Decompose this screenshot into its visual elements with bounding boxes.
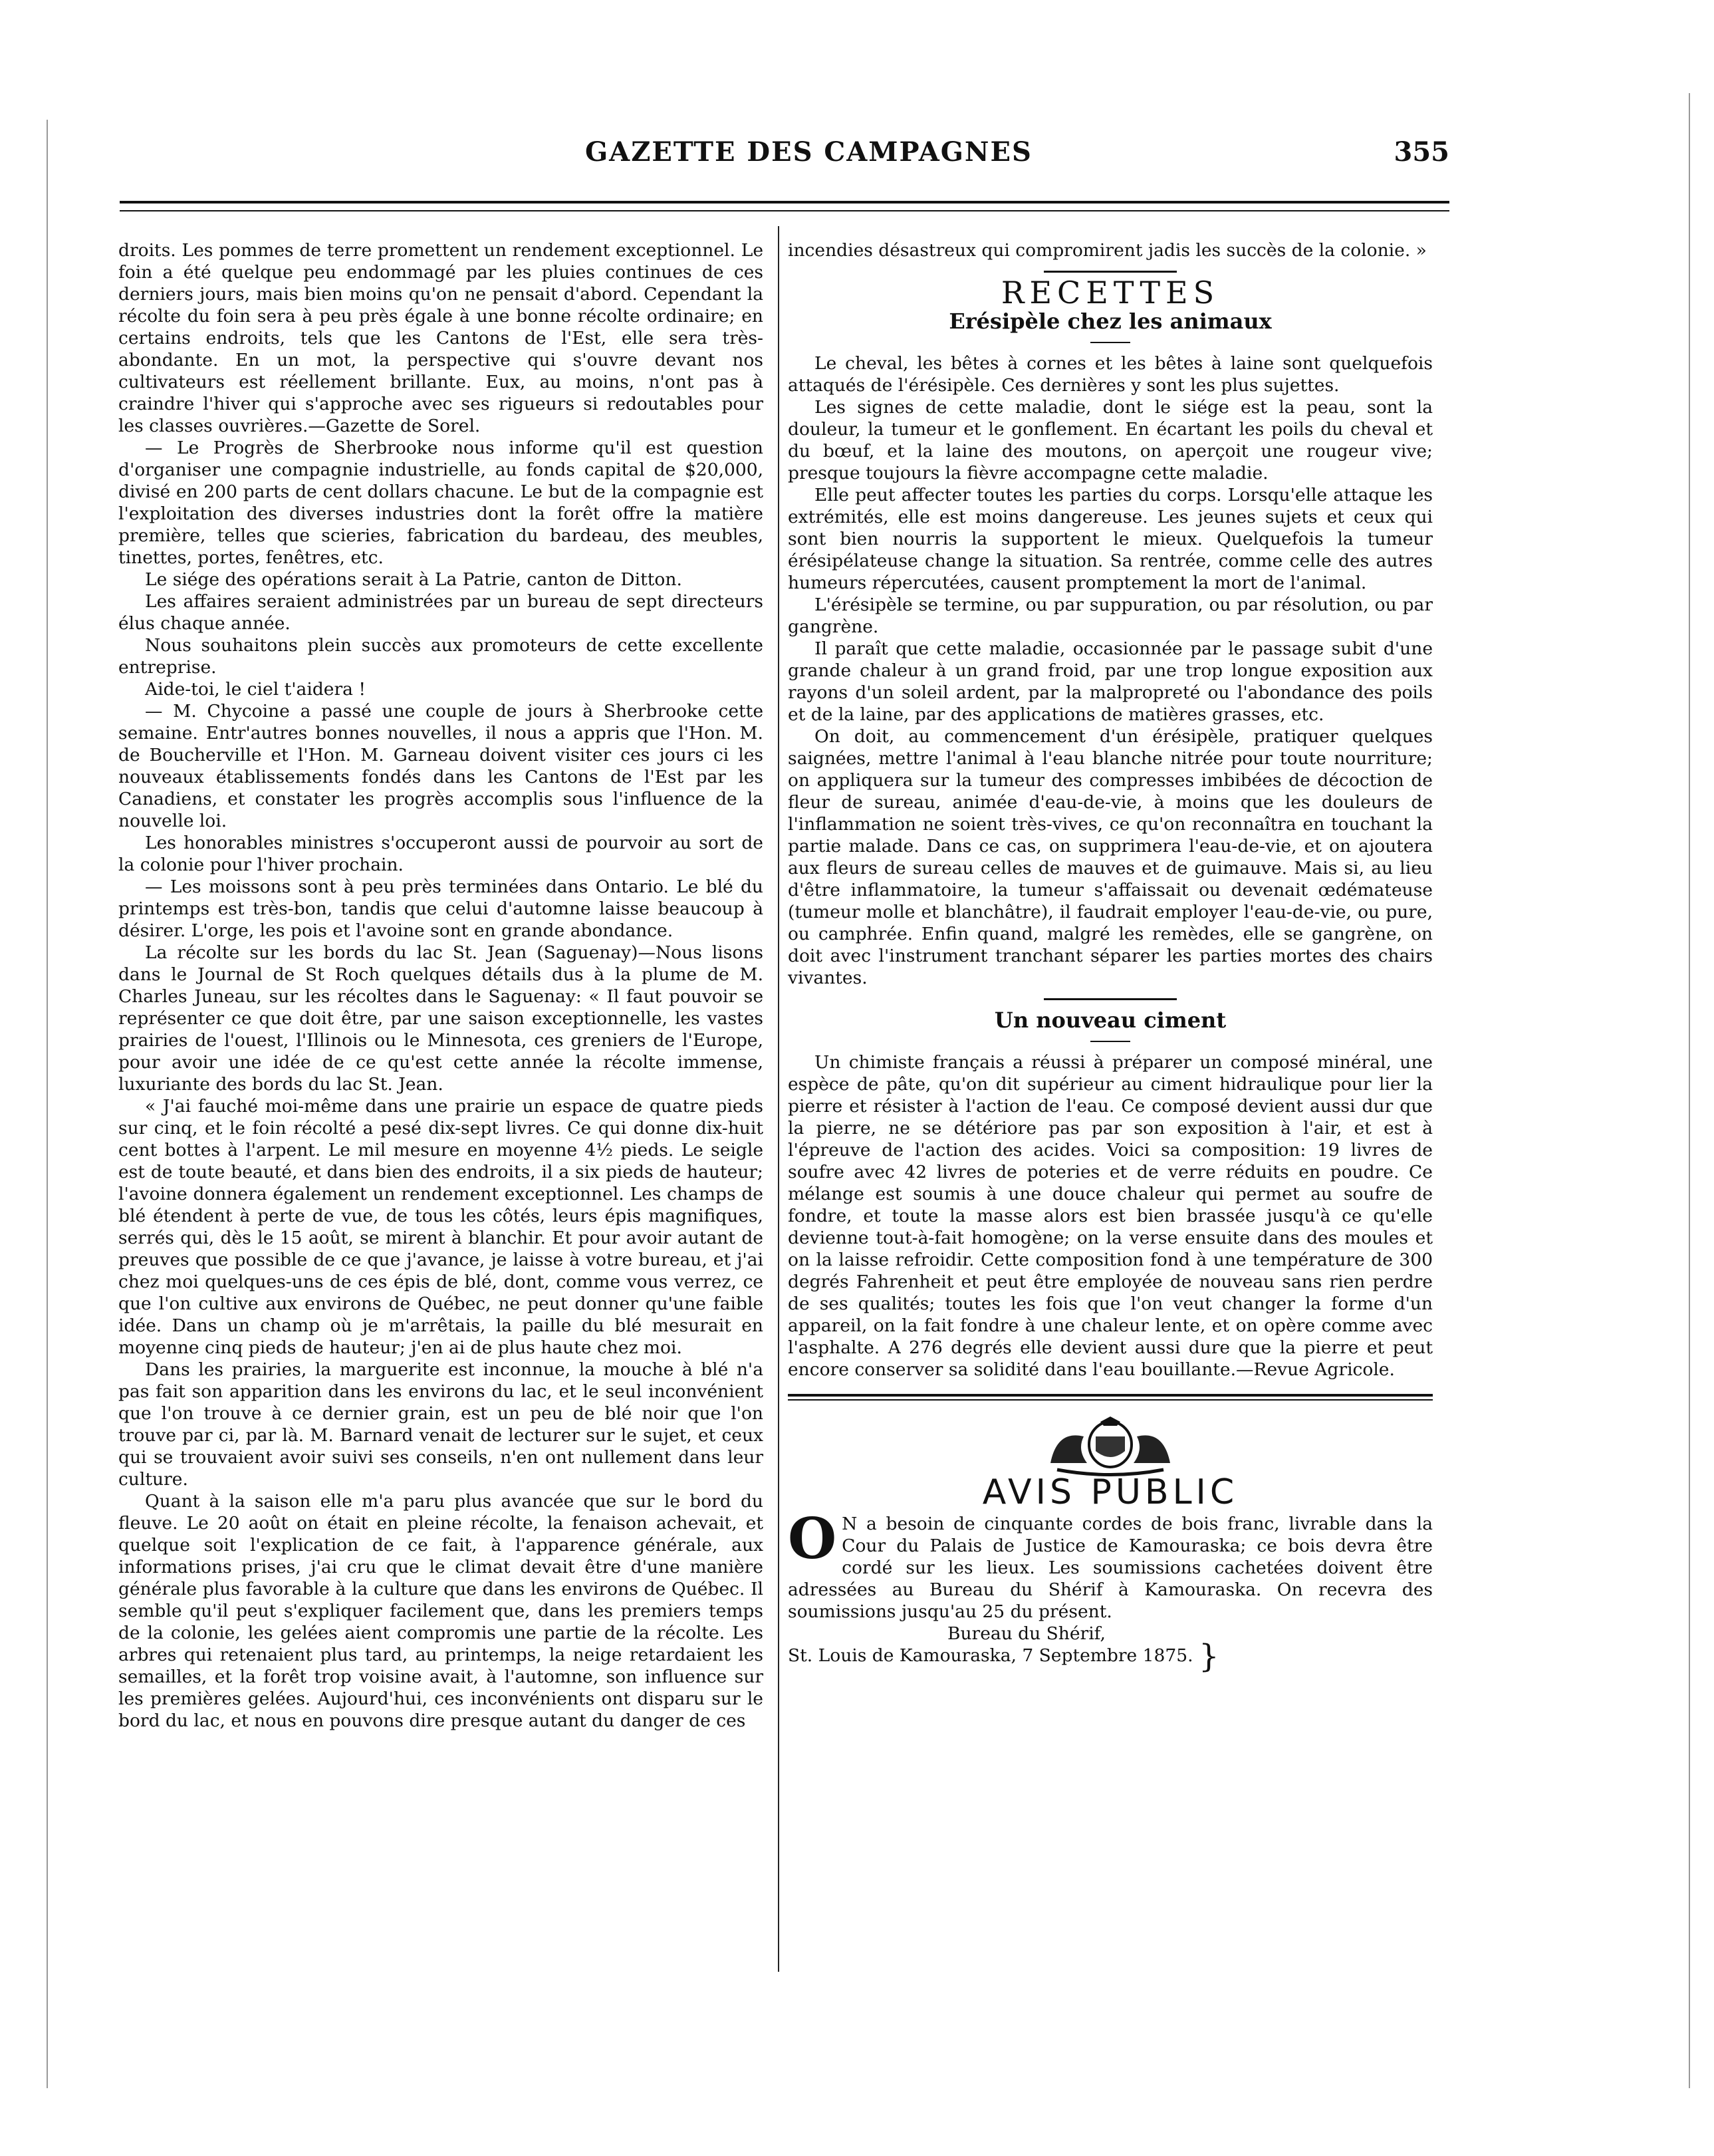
recipe-paragraph: Elle peut affecter toutes les parties du corps. Lorsqu'elle attaque les extrémités, elle est moins dangereuse. Les jeunes sujets et ceux qui sont bien nourris la supportent le mieux. Quelquefois la tumeur érésipélateuse change la situation. Sa rentrée, comme celle des autres humeurs répercutées, causent promptement la mort de l'animal. (788, 485, 1433, 593)
recipe-paragraph: L'érésipèle se termine, ou par suppuration, ou par résolution, ou par gangrène. (788, 595, 1433, 637)
running-title: GAZETTE DES CAMPAGNES (585, 136, 1033, 168)
recettes-heading: RECETTES (1001, 275, 1220, 311)
small-rule (1090, 1041, 1130, 1042)
article-paragraph: — Le Progrès de Sherbrooke nous informe qu'il est question d'organiser une compagnie industrielle, au fonds capital de $20,000, divisé en 200 parts de cent dollars chacune. Le but de la compagnie est l'exploitation des diverses industries dont la forêt offre la matière première, telles que scieries, fabrication du bardeau, des meubles, tinettes, portes, fenêtres, etc. (118, 438, 763, 568)
double-rule-thin (788, 1399, 1433, 1401)
article-paragraph: Le siége des opérations serait à La Patrie, canton de Ditton. (145, 569, 682, 590)
brace-glyph: } (1198, 1637, 1219, 1675)
article-paragraph: Les affaires seraient administrées par un bureau de sept directeurs élus chaque année. (118, 591, 763, 634)
article-paragraph: Nous souhaitons plein succès aux promoteurs de cette excellente entreprise. (118, 635, 763, 678)
page-edge-left (47, 120, 48, 2088)
drop-cap: O (788, 1506, 837, 1571)
article-paragraph: Aide-toi, le ciel t'aidera ! (145, 679, 366, 700)
article-paragraph: — M. Chycoine a passé une couple de jours à Sherbrooke cette semaine. Entr'autres bonnes nouvelles, il nous a appris que l'Hon. M. de Boucherville et l'Hon. M. Garneau doivent visiter ces jours ci les nouveaux établissements fondés dans les Cantons de l'Est par les Canadiens, et constater les progrès accomplis sous l'influence de la nouvelle loi. (118, 701, 763, 831)
section-rule (1044, 271, 1177, 273)
article-paragraph: La récolte sur les bords du lac St. Jean (Saguenay)—Nous lisons dans le Journal de St Roch quelques détails dus à la plume de M. Charles Juneau, sur les récoltes dans le Saguenay: « Il faut pouvoir se représenter ce que doit être, par une saison exceptionnelle, les vastes prairies de l'ouest, l'Illinois ou le Minnesota, ces greniers de l'Europe, pour avoir une idée de ce qu'est cette année la récolte immense, luxuriante des bords du lac St. Jean. (118, 942, 763, 1095)
page-number: 355 (1394, 136, 1449, 168)
avis-public-heading: AVIS PUBLIC (982, 1472, 1239, 1512)
continuation-paragraph: incendies désastreux qui compromirent jadis les succès de la colonie. » (788, 240, 1427, 261)
avis-paragraph (788, 1506, 1433, 1623)
signature-place-date: St. Louis de Kamouraska, 7 Septembre 1875. (788, 1645, 1193, 1666)
small-rule (1090, 342, 1130, 343)
erysipele-heading: Erésipèle chez les animaux (949, 309, 1272, 334)
ciment-paragraph: Un chimiste français a réussi à préparer un composé minéral, une espèce de pâte, qu'on dit supérieur au ciment hidraulique pour lier la pierre et résister à l'action de l'eau. Ce composé devient aussi dur que la pierre, ne se détériore pas par son exposition à l'air, et est à l'épreuve de l'action des acides. Voici sa composition: 19 livres de soufre avec 42 livres de poteries et de verre réduits en poudre. Ce mélange est soumis à une douce chaleur qui permet au soufre de fondre, et toute la masse alors est bien brassée jusqu'à ce qu'elle devienne tout-à-fait homogène; on la verse ensuite dans des moules et on la laisse refroidir. Cette composition fond à une température de 300 degrés Fahrenheit et peut être employée de nouveau sans rien perdre de ses qualités; toutes les fois que l'on veut changer la forme d'un appareil, on la fait fondre à une chaleur lente, et on opère comme avec l'asphalte. A 276 degrés elle devient aussi dure que la pierre et peut encore conserver sa solidité dans l'eau bouillante.—Revue Agricole. (788, 1052, 1433, 1380)
article-paragraph: Quant à la saison elle m'a paru plus avancée que sur le bord du fleuve. Le 20 août on était en pleine récolte, la fenaison achevait, et quelque soit l'explication de ce fait, à l'apparence générale, aux informations prises, j'ai cru que le climat devait être d'une manière générale plus favorable à la culture que dans les environs de Québec. Il semble qu'il peut s'expliquer facilement que, dans les premiers temps de la colonie, les gelées aient compromis une partie de la récolte. Les arbres qui retenaient plus tard, au printemps, la neige retardaient les semailles, et la forêt trop voisine avait, à l'automne, son influence sur les premières gelées. Aujourd'hui, ces inconvénients ont disparu sur le bord du lac, et nous en pouvons dire presque autant du danger de ces (118, 1491, 763, 1731)
right-column (788, 239, 1433, 1675)
article-paragraph: « J'ai fauché moi-même dans une prairie un espace de quatre pieds sur cinq, et le foin récolté a pesé dix-sept livres. Ce qui donne dix-huit cent bottes à l'arpent. Le mil mesure en moyenne 4½ pieds. Le seigle est de toute beauté, et dans bien des endroits, il a six pieds de hauteur; l'avoine donnera également un rendement exceptionnel. Les champs de blé étendent à perte de vue, de tous les côtés, leurs épis magnifiques, serrés qui, dès le 15 août, se mirent à blanchir. Et pour avoir autant de preuves que possible de ce que j'avance, je laisse à votre bureau, et j'ai chez moi quelques-uns de ces épis de blé, dont, comme vous verrez, ce que l'on cultive aux environs de Québec, ne peut donner qu'une faible idée. Dans un champ où je m'arrêtais, la paille du blé mesurait en moyenne cinq pieds de hauteur; j'en ai de plus haute chez moi. (118, 1096, 763, 1358)
column-divider (778, 226, 779, 1972)
left-column (118, 239, 763, 1732)
ciment-heading: Un nouveau ciment (994, 1008, 1227, 1033)
avis-text: N a besoin de cinquante cordes de bois franc, livrable dans la Cour du Palais de Justice de Kamouraska; ce bois devra être cordé sur les lieux. Les soumissions cachetées doivent être adressées au Bureau du Shérif à Kamouraska. On recevra des soumissions jusqu'au 25 du présent. (788, 1514, 1433, 1622)
recipe-paragraph: Les signes de cette maladie, dont le siége est la peau, sont la douleur, la tumeur et le gonflement. En écartant les poils du cheval et du bœuf, et la laine des moutons, on aperçoit une rougeur vive; presque toujours la fièvre accompagne cette maladie. (788, 397, 1433, 483)
recipe-paragraph: Le cheval, les bêtes à cornes et les bêtes à laine sont quelquefois attaqués de l'érésipèle. Ces dernières y sont les plus sujettes. (788, 353, 1433, 396)
header-rule (120, 201, 1449, 203)
recipe-paragraph: On doit, au commencement d'un érésipèle, pratiquer quelques saignées, mettre l'animal à l'eau blanche nitrée pour toute nourriture; on appliquera sur la tumeur des compresses imbibées de décoction de fleur de sureau, animée d'eau-de-vie, à moins que les douleurs de l'inflammation ne soient très-vives, ce qu'on reconnaîtra en touchant la partie malade. Dans ce cas, on supprimera l'eau-de-vie, et on ajoutera aux fleurs de sureau celles de mauves et de guimauve. Mais si, au lieu d'être inflammatoire, la tumeur s'affaissait ou devenait œdémateuse (tumeur molle et blanchâtre), il faudrait employer l'eau-de-vie, ou pure, ou camphrée. Enfin quand, malgré les remèdes, elle se gangrène, on doit avec l'instrument tranchant séparer les parties mortes des chairs vivantes. (788, 726, 1433, 988)
double-rule-thick (788, 1394, 1433, 1397)
article-paragraph: Les honorables ministres s'occuperont aussi de pourvoir au sort de la colonie pour l'hiver prochain. (118, 833, 763, 875)
recipe-paragraph: Il paraît que cette maladie, occasionnée par le passage subit d'une grande chaleur à un grand froid, par une trop longue exposition aux rayons d'un soleil ardent, par la malpropreté ou l'abondance des poils et de la laine, par des applications de matières grasses, etc. (788, 638, 1433, 725)
royal-coat-of-arms-icon (1011, 1416, 1210, 1476)
article-paragraph: droits. Les pommes de terre promettent un rendement exceptionnel. Le foin a été quelque peu endommagé par les pluies continues de ces derniers jours, mais bien moins qu'on ne pensait d'abord. Cependant la récolte du foin sera à peu près égale à une bonne récolte ordinaire; en certains endroits, tels que les Cantons de l'Est, elle sera très-abondante. En un mot, la perspective qui s'ouvre devant nos cultivateurs est réellement brillante. Eux, au moins, n'ont pas à craindre l'hiver qui s'approche avec ses rigueurs si redoutables pour les classes ouvrières.—Gazette de Sorel. (118, 240, 763, 436)
page-header (120, 136, 1449, 176)
article-paragraph: — Les moissons sont à peu près terminées dans Ontario. Le blé du printemps est très-bon, tandis que celui d'automne laisse beaucoup à désirer. L'orge, les pois et l'avoine sont en grande abondance. (118, 876, 763, 941)
signature-office: Bureau du Shérif, (947, 1623, 1106, 1644)
page-edge-right (1689, 93, 1690, 2088)
avis-signature (788, 1623, 1433, 1675)
article-paragraph: Dans les prairies, la marguerite est inconnue, la mouche à blé n'a pas fait son apparition dans les environs du lac, et le seul inconvénient que l'on trouve à ce dernier grain, est un peu de blé noir que l'on trouve par ci, par là. M. Barnard venait de lecturer sur le sujet, et ceux qui se trouvaient avoir suivi ses conseils, n'en ont nullement dans leur culture. (118, 1359, 763, 1490)
section-rule (1044, 998, 1177, 1000)
header-rule-thin (120, 210, 1449, 211)
